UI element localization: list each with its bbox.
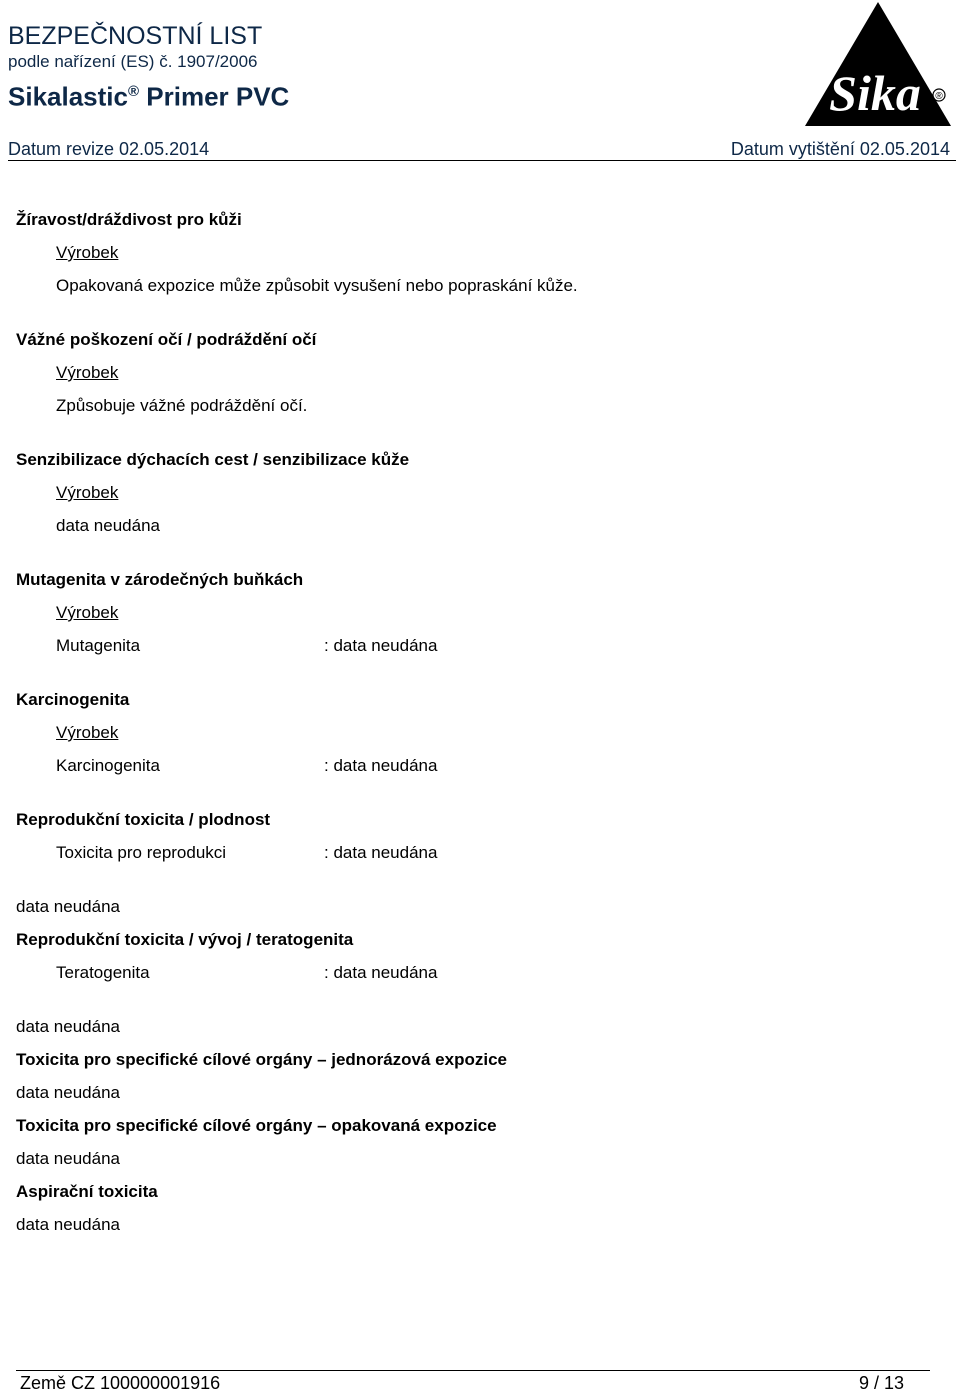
- revision-date: Datum revize 02.05.2014: [8, 139, 210, 159]
- footer-page-number: 9 / 13: [858, 1373, 904, 1393]
- registered-mark: ®: [127, 83, 140, 100]
- teratogenicity-value: : data neudána: [324, 963, 438, 982]
- skin-text: Opakovaná expozice může způsobit vysušení nebo popraskání kůže.: [56, 276, 578, 295]
- print-date: Datum vytištění 02.05.2014: [730, 139, 950, 159]
- carcinogenicity-product-label: Výrobek: [56, 723, 119, 742]
- aspiration-text: data neudána: [16, 1215, 120, 1234]
- carcinogenicity-label: Karcinogenita: [56, 756, 160, 775]
- footer-divider: [16, 1370, 930, 1371]
- teratogenicity-label: Teratogenita: [56, 963, 150, 982]
- carcinogenicity-title: Karcinogenita: [16, 690, 130, 709]
- teratogenicity-row: [56, 963, 946, 983]
- regulation-reference: podle nařízení (ES) č. 1907/2006: [8, 52, 258, 71]
- aspiration-title: Aspirační toxicita: [16, 1182, 158, 1201]
- reproductive-title: Reprodukční toxicita / plodnost: [16, 810, 271, 829]
- mutagenicity-value: : data neudána: [324, 636, 438, 655]
- teratogenicity-text: data neudána: [16, 1017, 120, 1036]
- skin-corrosion-title: Žíravost/dráždivost pro kůži: [16, 210, 242, 229]
- logo-text: Sika: [829, 65, 921, 121]
- skin-product-label: Výrobek: [56, 243, 119, 262]
- logo-mark: ®: [935, 91, 943, 102]
- sensitization-text: data neudána: [56, 516, 160, 535]
- header-divider: [8, 160, 956, 161]
- product-name: [8, 76, 289, 113]
- footer-country-id: Země CZ 100000001916: [20, 1373, 221, 1393]
- carcinogenicity-value: : data neudána: [324, 756, 438, 775]
- stot-single-text: data neudána: [16, 1083, 120, 1102]
- document-title: BEZPEČNOSTNÍ LIST: [8, 22, 263, 50]
- stot-single-title: Toxicita pro specifické cílové orgány – jednorázová expozice: [16, 1050, 507, 1069]
- reproductive-label: Toxicita pro reprodukci: [56, 843, 227, 862]
- teratogenicity-title: Reprodukční toxicita / vývoj / teratogenita: [16, 930, 354, 949]
- eye-text: Způsobuje vážné podráždění očí.: [56, 396, 308, 415]
- product-name-suffix: Primer PVC: [139, 81, 290, 112]
- sika-logo: [803, 0, 953, 128]
- reproductive-value: : data neudána: [324, 843, 438, 862]
- reproductive-text: data neudána: [16, 897, 120, 916]
- mutagenicity-title: Mutagenita v zárodečných buňkách: [16, 570, 304, 589]
- carcinogenicity-row: [56, 756, 946, 776]
- eye-product-label: Výrobek: [56, 363, 119, 382]
- stot-repeated-text: data neudána: [16, 1149, 120, 1168]
- sensitization-title: Senzibilizace dýchacích cest / senzibilizace kůže: [16, 450, 410, 469]
- mutagenicity-label: Mutagenita: [56, 636, 141, 655]
- toxicology-content: [16, 210, 946, 1235]
- eye-damage-title: Vážné poškození očí / podráždění očí: [16, 330, 317, 349]
- mutagenicity-row: [56, 636, 946, 656]
- mutagenicity-product-label: Výrobek: [56, 603, 119, 622]
- stot-repeated-title: Toxicita pro specifické cílové orgány – opakovaná expozice: [16, 1116, 497, 1135]
- reproductive-row: [56, 843, 946, 863]
- sensitization-product-label: Výrobek: [56, 483, 119, 502]
- product-name-main: Sikalastic: [8, 81, 128, 112]
